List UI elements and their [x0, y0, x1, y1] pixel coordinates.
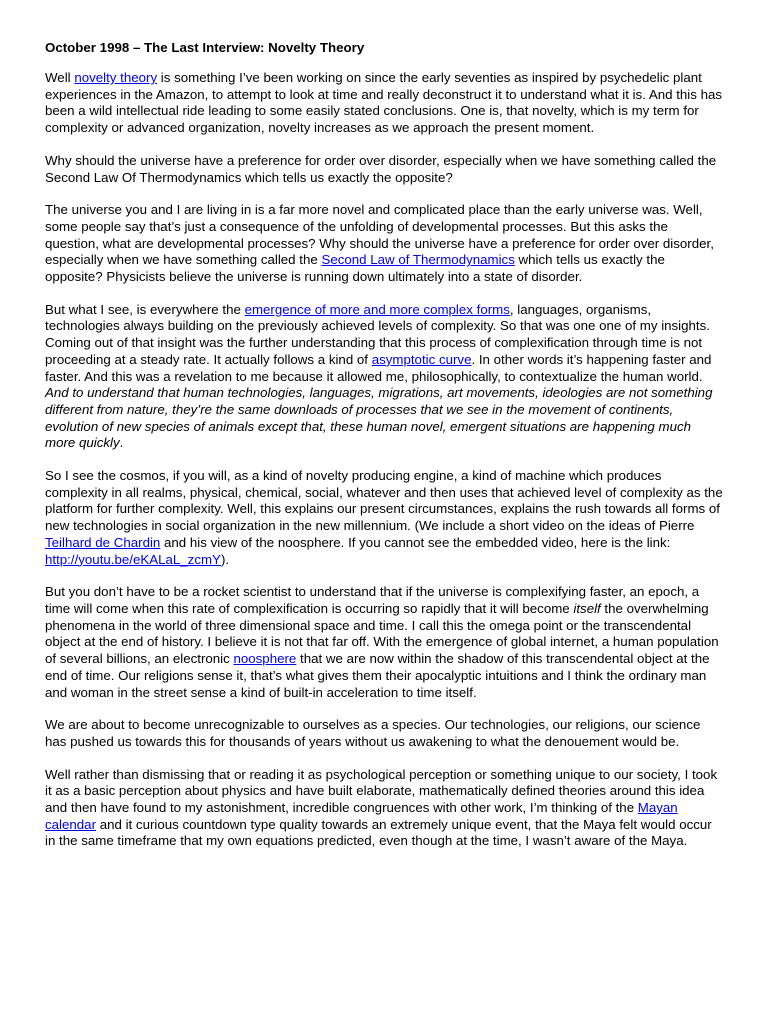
noosphere-link[interactable]: noosphere	[233, 651, 297, 667]
italic-passage: And to understand that human technologies, languages, migrations, art movements, ideologies are not something different from nature, they’re the same downloads of processes that we see in the movement of continents, evolution of new species of animals except that, these human novel, emergent situations are happening much more quickly	[45, 385, 713, 451]
thermodynamics-link[interactable]: Second Law of Thermodynamics	[321, 252, 515, 268]
page-title: October 1998 – The Last Interview: Novelty Theory	[45, 40, 365, 55]
mayan-calendar-link[interactable]: Mayan calendar	[45, 800, 678, 832]
paragraph-1: Well novelty theory is something I’ve been working on since the early seventies as inspired by psychedelic plant experiences in the Amazon, to attempt to look at time and really deconstruct it to understand what it is. And this has been a wild intellectual ride leading to some easily stated conclusions. One is, that novelty, which is my term for complexity or advanced organization, novelty increases as we approach the present moment.	[45, 70, 723, 136]
paragraph-4: But what I see, is everywhere the emergence of more and more complex forms, languages, organisms, technologies always building on the previously achieved levels of complexity. So that was one one of my insights. Coming out of that insight was the further understanding that this process of complexification through time is not proceeding at a steady rate. It actually follows a kind of asymptotic curve. In other words it’s happening faster and faster. And this was a revelation to me because it allowed me, philosophically, to contextualize the human world. And to understand that human technologies, languages, migrations, art movements, ideologies are not something different from nature, they’re the same downloads of processes that we see in the movement of continents, evolution of new species of animals except that, these human novel, emergent situations are happening much more quickly.	[45, 301, 713, 451]
video-link[interactable]: http://youtu.be/eKALaL_zcmY	[45, 551, 221, 567]
novelty-theory-link[interactable]: novelty theory	[74, 70, 158, 85]
paragraph-5: So I see the cosmos, if you will, as a kind of novelty producing engine, a kind of machine which produces complexity in all realms, physical, chemical, social, whatever and then uses that achieved level of complexity as the platform for further complexity. Well, this explains our present circumstances, explains the rush towards all forms of new technologies in social organization in the new millennium. (We include a short video on the ideas of Pierre Teilhard de Chardin and his view of the noosphere. If you cannot see the embedded video, here is the link: http://youtu.be/eKALaL_zcmY).	[45, 468, 723, 567]
italic-itself: itself	[573, 600, 601, 616]
article-body	[45, 40, 725, 866]
teilhard-link[interactable]: Teilhard de Chardin	[45, 534, 161, 550]
paragraph-7: We are about to become unrecognizable to ourselves as a species. Our technologies, our religions, our science has pushed us towards this for thousands of years without us awakening to what the denouement would be.	[45, 717, 701, 749]
paragraph-2: Why should the universe have a preference for order over disorder, especially when we have something called the Second Law Of Thermodynamics which tells us exactly the opposite?	[45, 152, 717, 185]
asymptotic-curve-link[interactable]: asymptotic curve	[371, 351, 472, 367]
paragraph-6: But you don’t have to be a rocket scientist to understand that if the universe is complexifying faster, an epoch, a time will come when this rate of complexification is occurring so rapidly that it will become itself the overwhelming phenomena in the world of three dimensional space and time. I call this the omega point or the transcendental object at the end of history. I believe it is not that far off. With the emergence of global internet, a human population of several billions, an electronic noosphere that we are now within the shadow of this transcendental object at the end of time. Our religions sense it, that’s what gives them their apocalyptic intuitions and I think the ordinary man and woman in the street sense a kind of built-in acceleration to time itself.	[45, 584, 719, 700]
paragraph-8: Well rather than dismissing that or reading it as psychological perception or something unique to our society, I took it as a basic perception about physics and have built elaborate, mathematically defined theories around this idea and then have found to my astonishment, incredible congruences with other work, I’m thinking of the Mayan calendar and it curious countdown type quality towards an extremely unique event, that the Maya felt would occur in the same timeframe that my own equations predicted, even though at the time, I wasn’t aware of the Maya.	[45, 766, 718, 849]
paragraph-3: The universe you and I are living in is a far more novel and complicated place than the early universe was. Well, some people say that’s just a consequence of the unfolding of developmental processes. But this asks the question, what are developmental processes? Why should the universe have a preference for order over disorder, especially when we have something called the Second Law of Thermodynamics which tells us exactly the opposite? Physicists believe the universe is running down ultimately into a state of disorder.	[45, 202, 714, 285]
emergence-link[interactable]: emergence of more and more complex forms	[244, 301, 510, 317]
